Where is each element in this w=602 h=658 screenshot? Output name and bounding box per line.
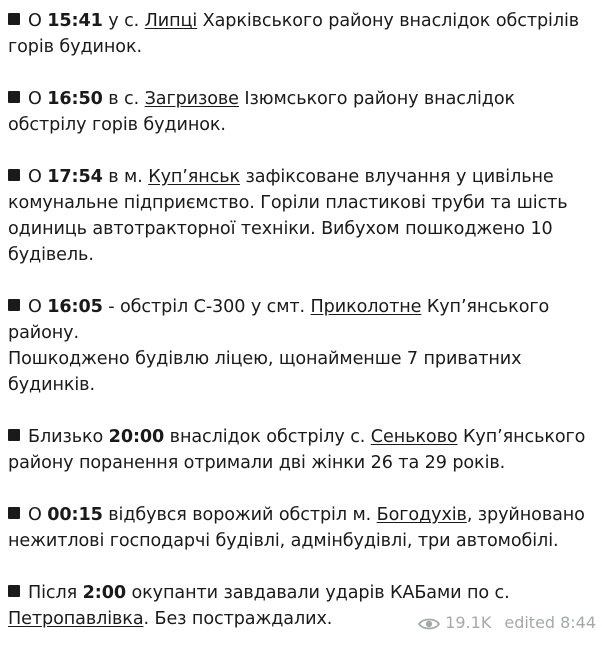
place-link[interactable]: Куп’янськ	[148, 167, 241, 187]
item-prefix: О	[28, 167, 48, 187]
item-prefix: О	[28, 11, 48, 31]
square-bullet-icon	[8, 91, 20, 103]
item-prefix: О	[28, 505, 48, 525]
item-time: 16:50	[47, 89, 103, 109]
list-item	[8, 502, 596, 554]
eye-icon	[418, 616, 440, 630]
place-link[interactable]: Богодухів	[376, 505, 467, 525]
item-time: 15:41	[47, 11, 103, 31]
item-text: у с.	[102, 11, 145, 31]
list-item	[8, 294, 596, 398]
item-text: Харківського району внаслідок обстрілів горів будинок.	[8, 11, 580, 57]
place-link[interactable]: Загризове	[144, 89, 239, 109]
item-time: 20:00	[108, 427, 165, 447]
message-time: 8:44	[560, 613, 596, 632]
item-text: відбувся ворожий обстріл м.	[102, 505, 377, 525]
item-text: в м.	[102, 167, 149, 187]
list-item	[8, 164, 596, 268]
views-count: 19.1K	[445, 613, 492, 632]
item-text: . Без постраждалих.	[143, 609, 333, 629]
place-link[interactable]: Петропавлівка	[8, 609, 144, 629]
item-prefix: О	[28, 297, 48, 317]
item-time: 17:54	[47, 167, 103, 187]
place-link[interactable]: Сеньково	[370, 427, 458, 447]
item-time: 2:00	[82, 583, 126, 603]
item-text: окупанти завдавали ударів КАБами по с.	[126, 583, 510, 603]
message-meta	[412, 613, 596, 632]
square-bullet-icon	[8, 169, 20, 181]
place-link[interactable]: Липці	[144, 11, 198, 31]
item-text: Куп’янського району.	[8, 297, 550, 343]
item-time: 16:05	[47, 297, 103, 317]
square-bullet-icon	[8, 13, 20, 25]
edited-label: edited	[504, 613, 556, 632]
item-text: Ізюмського району внаслідок обстрілу горів будинок.	[8, 89, 516, 135]
item-text: , зруйновано нежитлові господарчі будівлі, адмінбудівлі, три автомобілі.	[8, 505, 585, 551]
item-prefix: Близько	[28, 427, 109, 447]
square-bullet-icon	[8, 429, 20, 441]
list-item	[8, 86, 596, 138]
item-text: Куп’янського району поранення отримали дві жінки 26 та 29 років.	[8, 427, 586, 473]
square-bullet-icon	[8, 585, 20, 597]
square-bullet-icon	[8, 507, 20, 519]
item-text: внаслідок обстрілу с.	[164, 427, 371, 447]
item-text: зафіксоване влучання у цивільне комунальне підприємство. Горіли пластикові труби та шість одиниць автотракторної техніки. Вибухом пошкоджено 10 будівель.	[8, 167, 568, 265]
place-link[interactable]: Приколотне	[310, 297, 422, 317]
item-prefix: О	[28, 89, 48, 109]
item-text: в с.	[102, 89, 145, 109]
square-bullet-icon	[8, 299, 20, 311]
item-prefix: Після	[28, 583, 83, 603]
item-time: 00:15	[47, 505, 103, 525]
item-text: - обстріл С-300 у смт.	[102, 297, 311, 317]
item-text: Пошкоджено будівлю ліцею, щонайменше 7 приватних будинків.	[8, 349, 522, 395]
message-body	[8, 8, 596, 658]
list-item	[8, 8, 596, 60]
list-item	[8, 424, 596, 476]
